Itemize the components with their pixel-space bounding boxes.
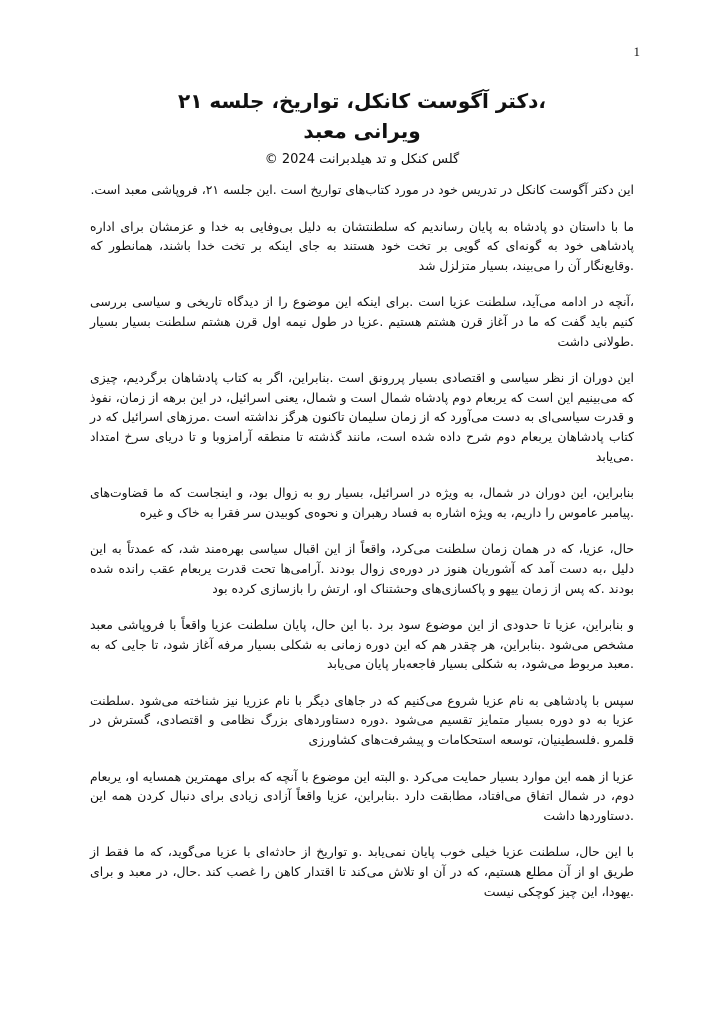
paragraph: سپس با پادشاهی به نام عزیا شروع می‌کنیم که در جاهای دیگر با نام عزریا نیز شناخته می‌شود .سلطنت عزیا به دو دوره بسیار متمایز تقسیم می‌شود .دوره دستاوردهای بزرگ نظامی و اقتصادی، گسترش در قلمرو .فلسطینیان، توسعه استحکامات و پیشرفت‌های کشاورزی: [90, 692, 634, 748]
title-line-1: ،دکتر آگوست کانکل، تواریخ، جلسه ۲۱: [178, 89, 546, 113]
paragraph: ما با داستان دو پادشاه به پایان رساندیم که سلطنتشان به دلیل بی‌وفایی به خدا و عزمشان برای اداره پادشاهی خود به گونه‌ای که گویی بر تخت خود هستند به جای اینکه بر تخت خدا باشند، همانطور که .وقایع‌نگار آن را می‌بیند، بسیار متزلزل شد: [90, 218, 634, 273]
paragraph: عزیا از همه این موارد بسیار حمایت می‌کرد .و البته این موضوع با آنچه که برای مهمترین همسایه او، یربعام دوم، در شمال اتفاق می‌افتاد، مطابقت دارد .بنابراین، عزیا واقعاً آزادی زیادی برای دنبال کردن همه این .دستاوردها داشت: [90, 768, 634, 823]
paragraph: حال، عزیا، که در همان زمان سلطنت می‌کرد، واقعاً از این اقبال سیاسی بهره‌مند شد، که عمدتاً به این دلیل ،به دست آمد که آشوریان هنوز در دوره‌ی زوال بودند .آرامی‌ها تحت قدرت یربعام عقب رانده شده بودند .که پس از زمان ییهو و پاکسازی‌های وحشتناک او، ارتش را بازسازی کرده بود: [90, 541, 634, 596]
paragraph: و بنابراین، عزیا تا حدودی از این موضوع سود برد .با این حال، پایان سلطنت عزیا واقعاً با فروپاشی معبد مشخص می‌شود .بنابراین، هر چقدر هم که این دوره زمانی به شکلی بسیار مرفه آغاز شود، تا جایی که به .معبد مربوط می‌شود، به شکلی بسیار فاجعه‌بار پایان می‌یابد: [90, 617, 634, 672]
document-title: [0, 86, 724, 146]
page-number: 1: [633, 44, 640, 59]
document-body: [90, 180, 634, 918]
copyright-byline: گلس کنکل و تد هیلدبرانت 2024 ©: [264, 152, 460, 167]
document-header: [0, 86, 724, 167]
paragraph: این دکتر آگوست کانکل در تدریس خود در مورد کتاب‌های تواریخ است .این جلسه ۲۱، فروپاشی معبد است.: [90, 182, 634, 197]
paragraph: ،آنچه در ادامه می‌آید، سلطنت عزیا است .برای اینکه این موضوع را از دیدگاه تاریخی و سیاسی بررسی کنیم باید گفت که ما در آغاز قرن هشتم هستیم .عزیا در طول نیمه اول قرن هشتم سلطنت بسیار بسیار .طولانی داشت: [90, 294, 634, 349]
paragraph: با این حال، سلطنت عزیا خیلی خوب پایان نمی‌یابد .و تواریخ از حادثه‌ای با عزیا می‌گوید، که ما فقط از طریق او از آن مطلع هستیم، که در آن او تلاش می‌کند تا اقتدار کاهن را غصب کند .حال، در معبد و برای .یهودا، این چیز کوچکی نیست: [90, 844, 634, 899]
paragraph: این دوران از نظر سیاسی و اقتصادی بسیار پررونق است .بنابراین، اگر به کتاب پادشاهان برگردیم، چیزی که می‌بینیم این است که یربعام دوم پادشاه شمال است و شمال، یعنی اسرائیل، در این برهه از زمان، نفوذ و قدرت سیاسی‌ای به دست می‌آورد که از زمان سلیمان تاکنون هرگز نداشته است .مرزهای اسرائیل که در کتاب پادشاهان یربعام دوم شرح داده شده است، مانند گذشته تا منطقه آرامزوبا و تا دریای سرخ امتداد .می‌یابد: [90, 370, 634, 464]
title-line-2: ویرانی معبد: [303, 119, 421, 143]
paragraph: بنابراین، این دوران در شمال، به ویژه در اسرائیل، بسیار رو به زوال بود، و اینجاست که ما قضاوت‌های .پیامبر عاموس را داریم، به ویژه اشاره به فساد رهبران و نحوه‌ی کوبیدن سر فقرا به خاک و غیره: [90, 485, 634, 520]
